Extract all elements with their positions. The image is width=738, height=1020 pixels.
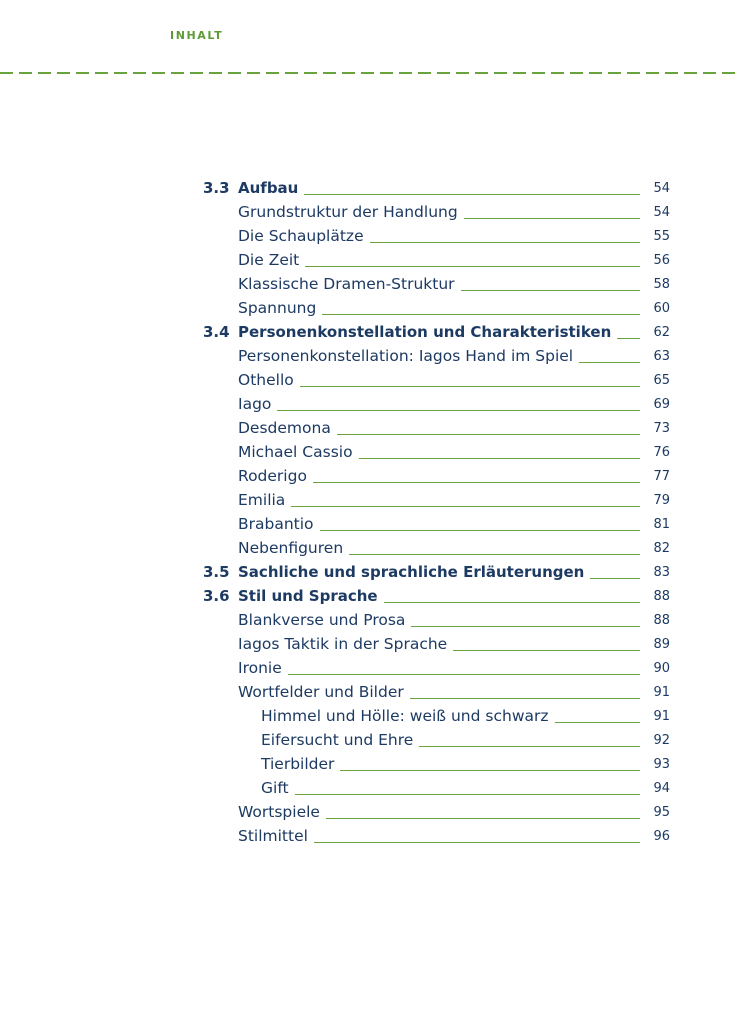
toc-page-number: 83 — [653, 565, 670, 580]
toc-entry[interactable] — [0, 584, 738, 608]
toc-entry-line — [238, 634, 640, 654]
toc-entry[interactable] — [0, 176, 738, 200]
toc-entry-title: Stilmittel — [238, 827, 308, 845]
toc-entry-title: Blankverse und Prosa — [238, 611, 406, 629]
toc-entry-line — [238, 298, 640, 318]
toc-leader-line — [349, 554, 640, 555]
toc-leader-line — [555, 722, 640, 723]
toc-leader-line — [320, 530, 640, 531]
toc-entry[interactable] — [0, 368, 738, 392]
toc-entry-line — [238, 178, 640, 198]
toc-entry-line — [238, 250, 640, 270]
toc-section-number: 3.6 — [203, 587, 230, 605]
toc-page-number: 69 — [653, 397, 670, 412]
toc-entry[interactable] — [0, 272, 738, 296]
toc-entry-line — [238, 490, 640, 510]
toc-page-number: 88 — [653, 613, 670, 628]
toc-entry-title: Aufbau — [238, 179, 299, 197]
toc-entry[interactable] — [0, 440, 738, 464]
toc-page-number: 88 — [653, 589, 670, 604]
toc-entry-line — [238, 802, 640, 822]
toc-leader-line — [370, 242, 640, 243]
toc-entry[interactable] — [0, 200, 738, 224]
toc-entry[interactable] — [0, 752, 738, 776]
toc-entry[interactable] — [0, 416, 738, 440]
toc-entry[interactable] — [0, 248, 738, 272]
toc-entry-title: Spannung — [238, 299, 317, 317]
toc-leader-line — [590, 578, 640, 579]
toc-page-number: 58 — [653, 277, 670, 292]
toc-entry[interactable] — [0, 704, 738, 728]
toc-leader-line — [617, 338, 640, 339]
toc-leader-line — [419, 746, 640, 747]
toc-entry-line — [238, 586, 640, 606]
toc-page-number: 55 — [653, 229, 670, 244]
toc-entry-title: Personenkonstellation: Iagos Hand im Spiel — [238, 347, 574, 365]
toc-leader-line — [384, 602, 640, 603]
header-dashed-rule — [0, 72, 738, 74]
toc-entry-title: Roderigo — [238, 467, 307, 485]
toc-leader-line — [411, 626, 640, 627]
toc-entry-line — [238, 442, 640, 462]
toc-entry-title: Iago — [238, 395, 272, 413]
toc-leader-line — [453, 650, 640, 651]
toc-entry-line — [238, 226, 640, 246]
toc-entry[interactable] — [0, 800, 738, 824]
toc-leader-line — [410, 698, 640, 699]
toc-entry[interactable] — [0, 608, 738, 632]
toc-leader-line — [291, 506, 640, 507]
toc-entry-line — [238, 682, 640, 702]
toc-entry-line — [238, 826, 640, 846]
toc-entry-line — [261, 754, 640, 774]
toc-page-number: 81 — [653, 517, 670, 532]
toc-leader-line — [464, 218, 640, 219]
toc-page-number: 95 — [653, 805, 670, 820]
toc-entry[interactable] — [0, 488, 738, 512]
toc-leader-line — [313, 482, 640, 483]
toc-leader-line — [295, 794, 640, 795]
toc-section-number: 3.4 — [203, 323, 230, 341]
toc-entry[interactable] — [0, 344, 738, 368]
toc-entry[interactable] — [0, 824, 738, 848]
toc-entry-title: Desdemona — [238, 419, 331, 437]
toc-leader-line — [322, 314, 640, 315]
toc-entry-title: Klassische Dramen-Struktur — [238, 275, 455, 293]
toc-entry-line — [238, 202, 640, 222]
toc-entry[interactable] — [0, 392, 738, 416]
toc-leader-line — [300, 386, 640, 387]
toc-section-number: 3.5 — [203, 563, 230, 581]
toc-entry[interactable] — [0, 632, 738, 656]
toc-leader-line — [314, 842, 640, 843]
toc-leader-line — [305, 266, 640, 267]
toc-entry-title: Othello — [238, 371, 294, 389]
toc-entry-title: Emilia — [238, 491, 286, 509]
toc-entry-title: Nebenfiguren — [238, 539, 344, 557]
page-header-title: INHALT — [170, 29, 224, 42]
toc-entry-title: Die Zeit — [238, 251, 300, 269]
toc-entry-title: Wortfelder und Bilder — [238, 683, 404, 701]
toc-page-number: 96 — [653, 829, 670, 844]
toc-entry-line — [238, 418, 640, 438]
toc-entry-line — [238, 346, 640, 366]
toc-entry-title: Brabantio — [238, 515, 314, 533]
toc-entry-title: Personenkonstellation und Charakteristiken — [238, 323, 612, 341]
toc-entry[interactable] — [0, 656, 738, 680]
toc-page-number: 60 — [653, 301, 670, 316]
toc-entry-line — [238, 394, 640, 414]
toc-entry[interactable] — [0, 320, 738, 344]
table-of-contents — [0, 176, 738, 848]
toc-page-number: 82 — [653, 541, 670, 556]
toc-entry-line — [238, 610, 640, 630]
toc-section-number: 3.3 — [203, 179, 230, 197]
toc-entry-title: Eifersucht und Ehre — [261, 731, 414, 749]
toc-leader-line — [288, 674, 640, 675]
toc-page-number: 76 — [653, 445, 670, 460]
toc-entry-title: Tierbilder — [261, 755, 335, 773]
toc-entry-line — [261, 778, 640, 798]
toc-entry-line — [238, 466, 640, 486]
toc-entry-line — [238, 322, 640, 342]
toc-leader-line — [579, 362, 640, 363]
toc-entry[interactable] — [0, 560, 738, 584]
toc-leader-line — [337, 434, 640, 435]
toc-leader-line — [326, 818, 640, 819]
toc-entry[interactable] — [0, 296, 738, 320]
toc-entry-title: Gift — [261, 779, 289, 797]
toc-page-number: 91 — [653, 709, 670, 724]
toc-page-number: 65 — [653, 373, 670, 388]
toc-page-number: 92 — [653, 733, 670, 748]
toc-entry[interactable] — [0, 464, 738, 488]
toc-leader-line — [461, 290, 640, 291]
toc-entry[interactable] — [0, 728, 738, 752]
toc-page-number: 62 — [653, 325, 670, 340]
toc-leader-line — [359, 458, 640, 459]
toc-entry[interactable] — [0, 680, 738, 704]
toc-page-number: 90 — [653, 661, 670, 676]
toc-entry-title: Stil und Sprache — [238, 587, 378, 605]
toc-entry-title: Sachliche und sprachliche Erläuterungen — [238, 563, 585, 581]
toc-entry-line — [238, 370, 640, 390]
toc-page-number: 77 — [653, 469, 670, 484]
toc-entry-title: Iagos Taktik in der Sprache — [238, 635, 448, 653]
toc-leader-line — [277, 410, 640, 411]
toc-page-number: 73 — [653, 421, 670, 436]
toc-leader-line — [304, 194, 640, 195]
toc-page-number: 54 — [653, 181, 670, 196]
toc-page-number: 89 — [653, 637, 670, 652]
toc-page-number: 93 — [653, 757, 670, 772]
toc-entry-line — [261, 730, 640, 750]
toc-entry-title: Grundstruktur der Handlung — [238, 203, 458, 221]
toc-entry[interactable] — [0, 224, 738, 248]
toc-entry-line — [238, 514, 640, 534]
toc-page-number: 94 — [653, 781, 670, 796]
toc-entry-title: Wortspiele — [238, 803, 320, 821]
toc-entry-line — [238, 658, 640, 678]
toc-entry-title: Michael Cassio — [238, 443, 353, 461]
toc-entry-line — [261, 706, 640, 726]
toc-page-number: 63 — [653, 349, 670, 364]
toc-page-number: 54 — [653, 205, 670, 220]
toc-entry-line — [238, 538, 640, 558]
toc-entry-line — [238, 562, 640, 582]
toc-page-number: 79 — [653, 493, 670, 508]
toc-entry-title: Die Schauplätze — [238, 227, 364, 245]
toc-entry[interactable] — [0, 536, 738, 560]
toc-leader-line — [340, 770, 640, 771]
toc-entry-title: Ironie — [238, 659, 282, 677]
toc-entry-title: Himmel und Hölle: weiß und schwarz — [261, 707, 549, 725]
toc-entry[interactable] — [0, 512, 738, 536]
toc-entry-line — [238, 274, 640, 294]
toc-entry[interactable] — [0, 776, 738, 800]
toc-page-number: 56 — [653, 253, 670, 268]
toc-page-number: 91 — [653, 685, 670, 700]
